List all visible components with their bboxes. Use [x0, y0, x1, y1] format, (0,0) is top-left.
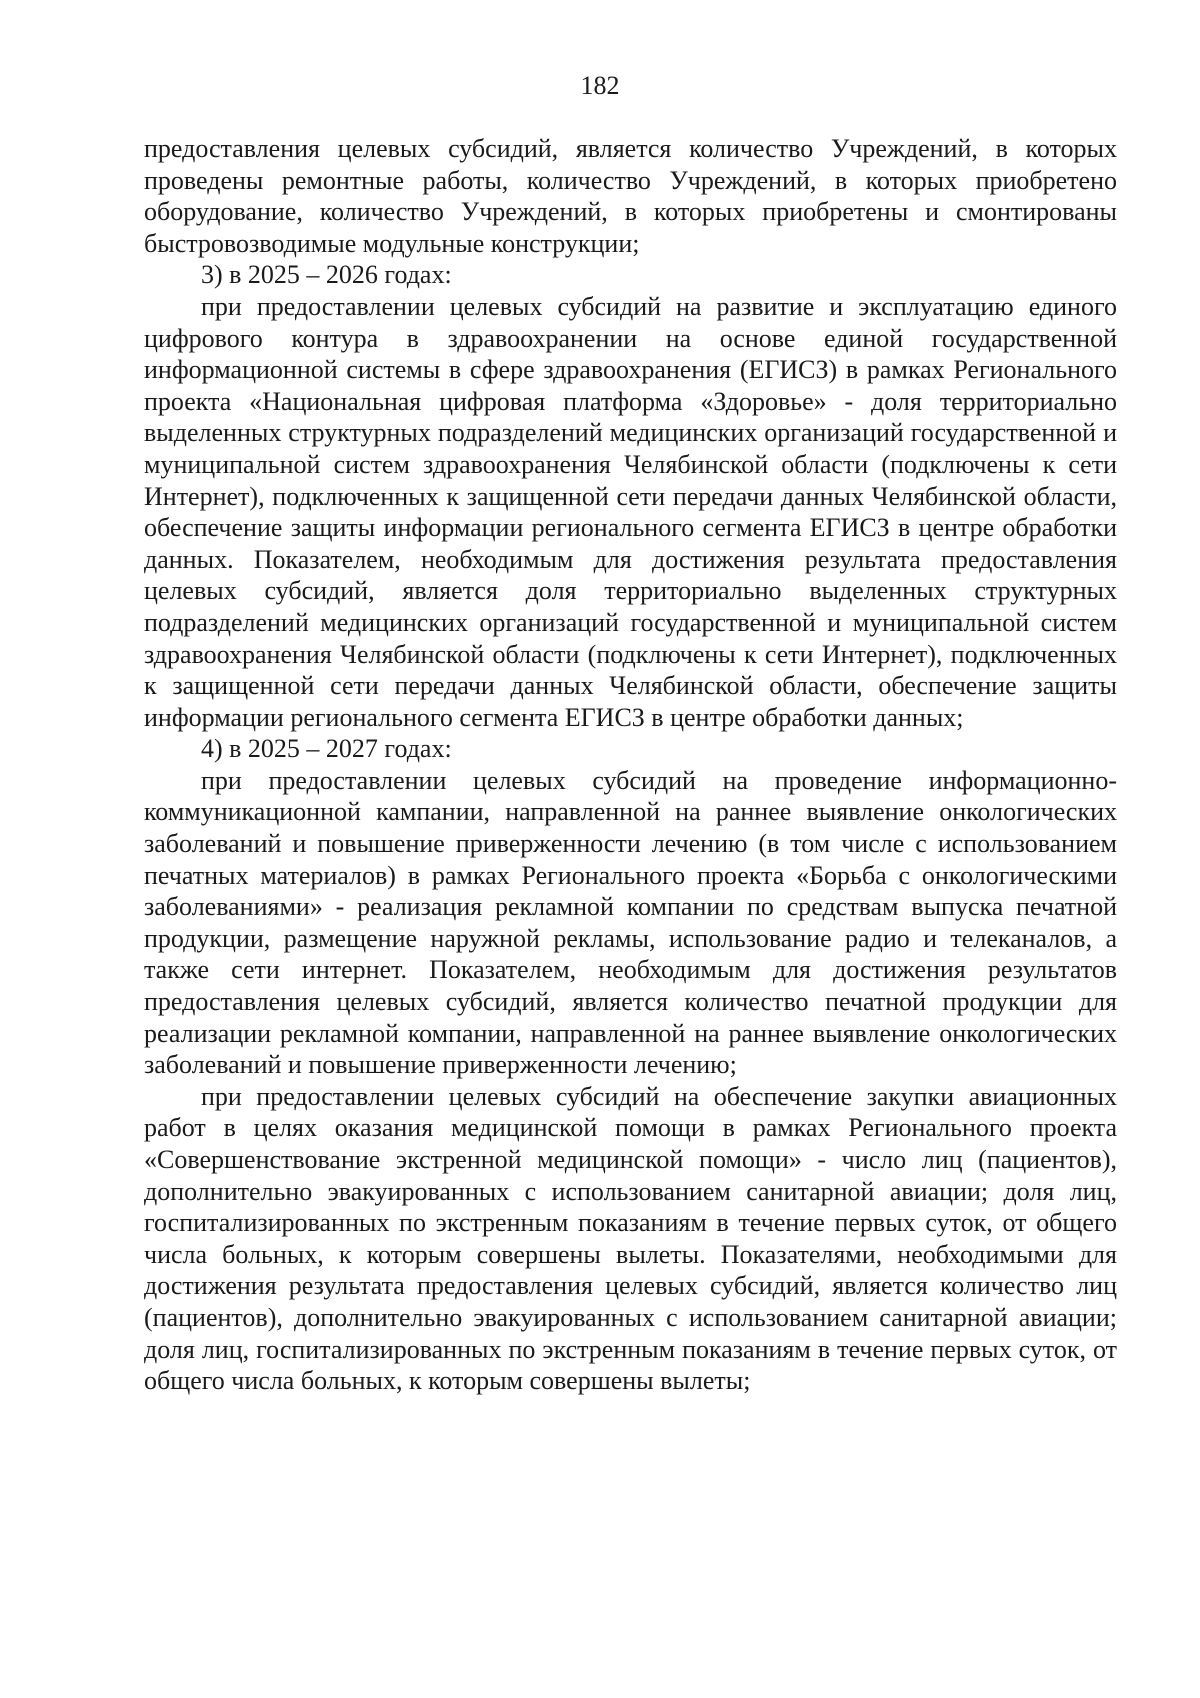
paragraph-air-ambulance: при предоставлении целевых субсидий на обеспечение закупки авиационных работ в целях оказания медицинской помощи в рамках Регионального проекта «Совершенствование экстренной медицинской помощи» - число лиц (пациентов), дополнительно эвакуированных с использованием санитарной авиации; доля лиц, госпитализированных по экстренным показаниям в течение первых суток, от общего числа больных, к которым совершены вылеты. Показателями, необходимыми для достижения результата предоставления целевых субсидий, является количество лиц (пациентов), дополнительно эвакуированных с использованием санитарной авиации; доля лиц, госпитализированных по экстренным показаниям в течение первых суток, от общего числа больных, к которым совершены вылеты;: [144, 1081, 1117, 1396]
paragraph-continuation: предоставления целевых субсидий, является количество Учреждений, в которых проведены ремонтные работы, количество Учреждений, в которых приобретено оборудование, количество Учреждений, в которых приобретены и смонтированы быстровозводимые модульные конструкции;: [144, 134, 1117, 258]
document-body: [144, 133, 1117, 1397]
list-item-heading-4: 4) в 2025 – 2027 годах:: [201, 734, 452, 764]
paragraph-oncology-campaign: при предоставлении целевых субсидий на проведение информационно-коммуникационной кампании, направленной на раннее выявление онкологических заболеваний и повышение приверженности лечению (в том числе с использованием печатных материалов) в рамках Регионального проекта «Борьба с онкологическими заболеваниями» - реализация рекламной компании по средствам выпуска печатной продукции, размещение наружной рекламы, использование радио и телеканалов, а также сети интернет. Показателем, необходимым для достижения результатов предоставления целевых субсидий, является количество печатной продукции для реализации рекламной компании, направленной на раннее выявление онкологических заболеваний и повышение приверженности лечению;: [144, 765, 1117, 1080]
list-item-heading-3: 3) в 2025 – 2026 годах:: [201, 260, 452, 290]
page-number: 182: [580, 71, 620, 100]
paragraph-digital-health: при предоставлении целевых субсидий на развитие и эксплуатацию единого цифрового контура в здравоохранении на основе единой государственной информационной системы в сфере здравоохранения (ЕГИСЗ) в рамках Регионального проекта «Национальная цифровая платформа «Здоровье» - доля территориально выделенных структурных подразделений медицинских организаций государственной и муниципальной систем здравоохранения Челябинской области (подключены к сети Интернет), подключенных к защищенной сети передачи данных Челябинской области, обеспечение защиты информации регионального сегмента ЕГИСЗ в центре обработки данных. Показателем, необходимым для достижения результата предоставления целевых субсидий, является доля территориально выделенных структурных подразделений медицинских организаций государственной и муниципальной систем здравоохранения Челябинской области (подключены к сети Интернет), подключенных к защищенной сети передачи данных Челябинской области, обеспечение защиты информации регионального сегмента ЕГИСЗ в центре обработки данных;: [144, 291, 1117, 732]
